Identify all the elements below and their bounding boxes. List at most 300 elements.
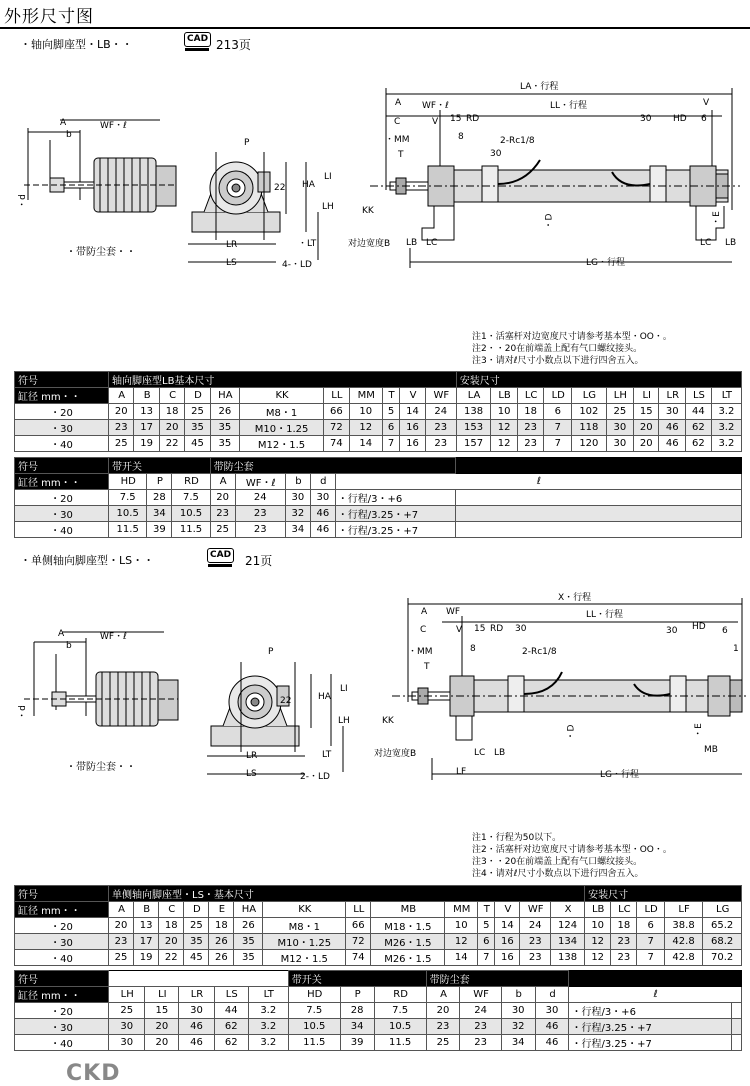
cell: 12 [491, 420, 517, 436]
cell: 35 [234, 934, 263, 950]
cell: 72 [324, 420, 349, 436]
label-X: X・行程 [558, 593, 592, 603]
cell: 6 [544, 404, 572, 420]
col-header: LR [179, 987, 214, 1003]
section2-page-ref[interactable]: 21页 [245, 554, 273, 568]
col-header: ℓ [335, 474, 741, 490]
cell: 26 [234, 918, 263, 934]
group-switch: 带开关 [288, 971, 426, 987]
label-WF-side: WF・ℓ [422, 101, 449, 111]
cell: 20 [145, 1035, 179, 1051]
col-header: WF・ℓ [235, 474, 285, 490]
cell: 45 [185, 436, 210, 452]
cell [732, 1019, 742, 1035]
header-bore: 缸径 mm・・ [15, 474, 109, 490]
cell: ・40 [15, 522, 109, 538]
col-header: D [184, 902, 209, 918]
cell: ・40 [15, 436, 109, 452]
header-bore: 缸径 mm・・ [15, 987, 109, 1003]
group-dust: 带防尘套 [426, 971, 569, 987]
col-header: T [478, 902, 495, 918]
cell: 3.2 [711, 420, 741, 436]
cell: 65.2 [703, 918, 742, 934]
note: 注4・请对ℓ尺寸小数点以下进行四舍五入。 [472, 869, 644, 879]
sec1-switch-dust-table [14, 457, 742, 538]
cell: ・30 [15, 506, 109, 522]
cell: 19 [134, 950, 159, 966]
cell: 118 [572, 420, 607, 436]
label-HA: HA [302, 180, 315, 190]
cell: 13 [134, 404, 159, 420]
cell: ・行程/3.25・+7 [335, 506, 455, 522]
col-header: MB [371, 902, 445, 918]
col-header: KK [239, 388, 323, 404]
group-mount: 安装尺寸 [585, 886, 742, 902]
section1-page-ref[interactable]: 213页 [216, 38, 251, 52]
cell: 20 [634, 436, 659, 452]
header-symbol: 符号 [15, 372, 109, 388]
table-row [15, 420, 742, 436]
cell: 46 [310, 522, 335, 538]
col-header: LI [145, 987, 179, 1003]
cell: 25 [185, 404, 210, 420]
cell: ・30 [15, 934, 109, 950]
cell: 32 [285, 506, 310, 522]
table-row [15, 404, 742, 420]
label-width: 对边宽度B [348, 239, 391, 249]
cell: 39 [340, 1035, 374, 1051]
table-header-row [15, 987, 742, 1003]
label-E: ・E [693, 723, 704, 738]
cell: 153 [456, 420, 491, 436]
cell: 62 [686, 420, 712, 436]
cell: 28 [340, 1003, 374, 1019]
page-title: 外形尺寸图 [4, 7, 94, 27]
cell: 23 [611, 934, 637, 950]
cell: 23 [460, 1019, 501, 1035]
cell: ・行程/3・+6 [335, 490, 455, 506]
cell: 23 [520, 950, 551, 966]
cad-icon: CAD [184, 32, 211, 47]
label-8: 8 [470, 644, 476, 654]
cell: 138 [551, 950, 585, 966]
col-header: LS [214, 987, 248, 1003]
col-header: LD [544, 388, 572, 404]
col-header: A [210, 474, 235, 490]
cell: 12 [585, 934, 611, 950]
col-header: HA [210, 388, 239, 404]
label-P: P [268, 647, 274, 657]
col-header: LA [456, 388, 491, 404]
cell: 138 [456, 404, 491, 420]
label-LS: LS [226, 258, 237, 268]
label-WF2: WF [446, 607, 461, 617]
cell: 10 [445, 918, 478, 934]
group-basic: 单侧轴向脚座型・LS・基本尺寸 [109, 886, 585, 902]
cell: 23 [520, 934, 551, 950]
cell: ・30 [15, 420, 109, 436]
col-header: b [285, 474, 310, 490]
cell: 25 [184, 918, 209, 934]
table-row [15, 918, 742, 934]
cell: 15 [145, 1003, 179, 1019]
cell: ・40 [15, 950, 109, 966]
col-header: C [159, 902, 184, 918]
cell: 30 [109, 1035, 145, 1051]
header-symbol: 符号 [15, 971, 109, 987]
cell: 3.2 [711, 404, 741, 420]
cell: ・30 [15, 1019, 109, 1035]
col-header: LH [606, 388, 633, 404]
cell: M12・1.5 [239, 436, 323, 452]
cell: 66 [324, 404, 349, 420]
col-header: LG [572, 388, 607, 404]
col-header: E [209, 902, 234, 918]
cell: 23 [109, 934, 134, 950]
cell: 25 [109, 950, 134, 966]
cell: ・行程/3.25・+7 [569, 1035, 732, 1051]
note: 注3・・20在前端盖上配有气口螺纹接头。 [472, 857, 643, 867]
cell: 18 [159, 918, 184, 934]
cell: 12 [349, 420, 382, 436]
cell: 7 [544, 436, 572, 452]
label-V-side: V [432, 117, 439, 127]
cell: ・行程/3.25・+7 [335, 522, 455, 538]
cell: ・40 [15, 1035, 109, 1051]
label-width: 对边宽度B [374, 749, 417, 759]
cad-link-1[interactable] [184, 32, 211, 51]
label-30b: 30 [666, 626, 678, 636]
table-row [15, 950, 742, 966]
col-header: P [340, 987, 374, 1003]
col-header: RD [172, 474, 210, 490]
sec1-notes [472, 331, 672, 367]
cell: 24 [460, 1003, 501, 1019]
blank [109, 971, 289, 987]
label-WF: WF・ℓ [100, 632, 127, 642]
cell: 7.5 [109, 490, 147, 506]
note: 注1・行程为50以下。 [472, 833, 562, 843]
cell [732, 1035, 742, 1051]
label-LI: LI [340, 684, 348, 694]
label-MM: ・MM [408, 647, 433, 657]
cell: 23 [517, 420, 544, 436]
label-LC2: LC [700, 238, 712, 248]
label-22: 22 [274, 183, 286, 193]
label-A-side: A [395, 98, 402, 108]
label-V: V [703, 98, 710, 108]
cell: 30 [659, 404, 686, 420]
col-header: RD [374, 987, 426, 1003]
cell: M10・1.25 [263, 934, 346, 950]
label-A: A [60, 118, 67, 128]
cell: 34 [285, 522, 310, 538]
cell: 44 [686, 404, 712, 420]
note: 注3・请对ℓ尺寸小数点以下进行四舍五入。 [472, 356, 644, 366]
cell: 70.2 [703, 950, 742, 966]
cad-icon-base [185, 48, 209, 51]
note: 注2・活塞杆对边宽度尺寸请参考基本型・OO・。 [472, 845, 672, 855]
cell: 74 [346, 950, 371, 966]
cell: 5 [478, 918, 495, 934]
cell: 3.2 [248, 1019, 288, 1035]
cell: 62 [686, 436, 712, 452]
label-RD: RD [466, 114, 480, 124]
col-header: LG [703, 902, 742, 918]
label-LF: LF [456, 767, 467, 777]
cell: 38.8 [664, 918, 703, 934]
cell: 39 [147, 522, 172, 538]
label-KK: KK [382, 716, 394, 726]
col-header: A [109, 388, 134, 404]
cell: 24 [425, 404, 456, 420]
header-bore: 缸径 mm・・ [15, 902, 109, 918]
col-header: KK [263, 902, 346, 918]
cell: 35 [210, 420, 239, 436]
cell: M18・1.5 [371, 918, 445, 934]
cell: 32 [501, 1019, 535, 1035]
label-A-side: A [421, 607, 428, 617]
label-HD: HD [673, 114, 687, 124]
cell: 46 [535, 1019, 569, 1035]
label-d: ・d [17, 194, 28, 209]
cell: 23 [425, 420, 456, 436]
table-header-row [15, 902, 742, 918]
table-header-row [15, 474, 742, 490]
cell: 26 [209, 934, 234, 950]
label-Rc: 2-Rc1/8 [500, 136, 535, 146]
table-row [15, 436, 742, 452]
label-MB: MB [704, 745, 718, 755]
label-30a: 30 [515, 624, 527, 634]
cell: 44 [214, 1003, 248, 1019]
cell: 20 [109, 918, 134, 934]
cell: 30 [310, 490, 335, 506]
col-header: LB [491, 388, 517, 404]
col-header: HD [288, 987, 340, 1003]
section1-heading: ・轴向脚座型・LB・・ [20, 38, 133, 51]
cell: 34 [501, 1035, 535, 1051]
note: 注2・・20在前端盖上配有气口螺纹接头。 [472, 344, 643, 354]
label-A: A [58, 629, 65, 639]
cell: 28 [147, 490, 172, 506]
cell: 20 [145, 1019, 179, 1035]
label-T: T [424, 662, 430, 672]
label-LD: 2-・LD [300, 772, 330, 782]
label-D: ・D [544, 213, 555, 230]
col-header: LD [637, 902, 664, 918]
cell: 3.2 [248, 1035, 288, 1051]
col-header: LS [686, 388, 712, 404]
cell [732, 1003, 742, 1019]
cell: 16 [400, 420, 425, 436]
cell: 25 [210, 522, 235, 538]
label-T: T [398, 150, 404, 160]
table-row [15, 1035, 742, 1051]
label-b: b [66, 130, 72, 140]
sec2-basic-dimension-table [14, 885, 742, 966]
sec2-notes [472, 832, 672, 880]
cell: 46 [179, 1035, 214, 1051]
cell: 25 [426, 1035, 460, 1051]
col-header: C [159, 388, 184, 404]
sec1-end-view-drawing [186, 140, 336, 270]
col-header: V [495, 902, 520, 918]
col-header: LB [585, 902, 611, 918]
cell: 35 [185, 420, 210, 436]
label-P: P [244, 138, 250, 148]
cell: 102 [572, 404, 607, 420]
cell: 74 [324, 436, 349, 452]
cell: 42.8 [664, 934, 703, 950]
cell: 12 [585, 950, 611, 966]
col-header: MM [445, 902, 478, 918]
cell: 5 [382, 404, 399, 420]
cad-icon-base [208, 564, 232, 567]
cell [456, 522, 742, 538]
cell: 157 [456, 436, 491, 452]
cell: 7 [637, 950, 664, 966]
cell: 12 [491, 436, 517, 452]
cell: M26・1.5 [371, 950, 445, 966]
cell: M26・1.5 [371, 934, 445, 950]
label-LH: LH [338, 716, 350, 726]
cell: 24 [520, 918, 551, 934]
cell: 25 [109, 1003, 145, 1019]
label-WF: WF・ℓ [100, 121, 127, 131]
cell: 72 [346, 934, 371, 950]
cell: 11.5 [288, 1035, 340, 1051]
cell: 10.5 [288, 1019, 340, 1035]
cell: 14 [400, 404, 425, 420]
cell: ・20 [15, 918, 109, 934]
cell: ・20 [15, 1003, 109, 1019]
cell: 16 [495, 950, 520, 966]
label-6: 6 [722, 626, 728, 636]
cell: 7 [637, 934, 664, 950]
label-HA: HA [318, 692, 331, 702]
cell: 20 [634, 420, 659, 436]
cell: 30 [606, 436, 633, 452]
cell: 46 [310, 506, 335, 522]
col-header: WF [425, 388, 456, 404]
cell: 30 [285, 490, 310, 506]
title-divider [0, 27, 750, 29]
cell: 10.5 [374, 1019, 426, 1035]
cell: 26 [210, 404, 239, 420]
label-LD: 4-・LD [282, 260, 312, 270]
label-C: C [394, 117, 401, 127]
cell: M8・1 [239, 404, 323, 420]
label-1: 1 [733, 644, 739, 654]
col-header: A [426, 987, 460, 1003]
table-row [15, 1003, 742, 1019]
cell: 46 [535, 1035, 569, 1051]
label-8: 8 [458, 132, 464, 142]
note: 注1・活塞杆对边宽度尺寸请参考基本型・OO・。 [472, 332, 672, 342]
cell: 17 [134, 934, 159, 950]
sec1-basic-dimension-table [14, 371, 742, 452]
sec2-mount-switch-dust-table [14, 970, 742, 1051]
col-header: WF [460, 987, 501, 1003]
cell: 23 [517, 436, 544, 452]
cell: 7 [478, 950, 495, 966]
group-basic: 轴向脚座型LB基本尺寸 [109, 372, 457, 388]
cell: 10.5 [172, 506, 210, 522]
col-header: d [310, 474, 335, 490]
cell: 23 [611, 950, 637, 966]
sec1-dust-cover-label: ・带防尘套・・ [66, 247, 136, 258]
cell: 30 [109, 1019, 145, 1035]
cell: 34 [147, 506, 172, 522]
cell: 7 [544, 420, 572, 436]
cell: 35 [184, 934, 209, 950]
cell: 35 [210, 436, 239, 452]
label-LG: LG・行程 [600, 770, 639, 780]
label-6: 6 [701, 114, 707, 124]
cell [456, 506, 742, 522]
label-Rc: 2-Rc1/8 [522, 647, 557, 657]
cell: 11.5 [109, 522, 147, 538]
label-LL: LL・行程 [586, 610, 624, 620]
cell [456, 490, 742, 506]
cell: 46 [659, 420, 686, 436]
cell: 20 [109, 404, 134, 420]
col-header: D [185, 388, 210, 404]
cell: 18 [209, 918, 234, 934]
col-header: HD [109, 474, 147, 490]
cell: 23 [426, 1019, 460, 1035]
col-header: LF [664, 902, 703, 918]
sec2-side-view-drawing [372, 590, 746, 790]
label-15: 15 [474, 624, 486, 634]
label-D: ・D [566, 724, 577, 741]
cell: 19 [134, 436, 159, 452]
label-LB: LB [406, 238, 418, 248]
cell: ・行程/3・+6 [569, 1003, 732, 1019]
cell: 10 [491, 404, 517, 420]
label-30b: 30 [490, 149, 502, 159]
label-LC: LC [426, 238, 438, 248]
cell: 23 [235, 522, 285, 538]
label-b: b [66, 641, 72, 651]
cell: M12・1.5 [263, 950, 346, 966]
col-header: HA [234, 902, 263, 918]
cell: 24 [235, 490, 285, 506]
group-mount: 安装尺寸 [456, 372, 741, 388]
label-d: ・d [17, 705, 28, 720]
label-LI: LI [324, 172, 332, 182]
cell: 20 [159, 420, 184, 436]
label-LH: LH [322, 202, 334, 212]
cell: 46 [179, 1019, 214, 1035]
cad-link-2[interactable] [207, 548, 234, 567]
label-V: V [456, 625, 463, 635]
cell: 6 [637, 918, 664, 934]
group-dust: 带防尘套 [210, 458, 455, 474]
col-header: LC [611, 902, 637, 918]
header-symbol: 符号 [15, 886, 109, 902]
col-header: LT [248, 987, 288, 1003]
cell: 3.2 [248, 1003, 288, 1019]
sec2-end-view-drawing [205, 652, 355, 782]
cell: 6 [478, 934, 495, 950]
label-LR: LR [246, 751, 258, 761]
header-bore: 缸径 mm・・ [15, 388, 109, 404]
section2-heading: ・单侧轴向脚座型・LS・・ [20, 554, 155, 567]
col-header: LH [109, 987, 145, 1003]
col-header: ℓ [569, 987, 742, 1003]
